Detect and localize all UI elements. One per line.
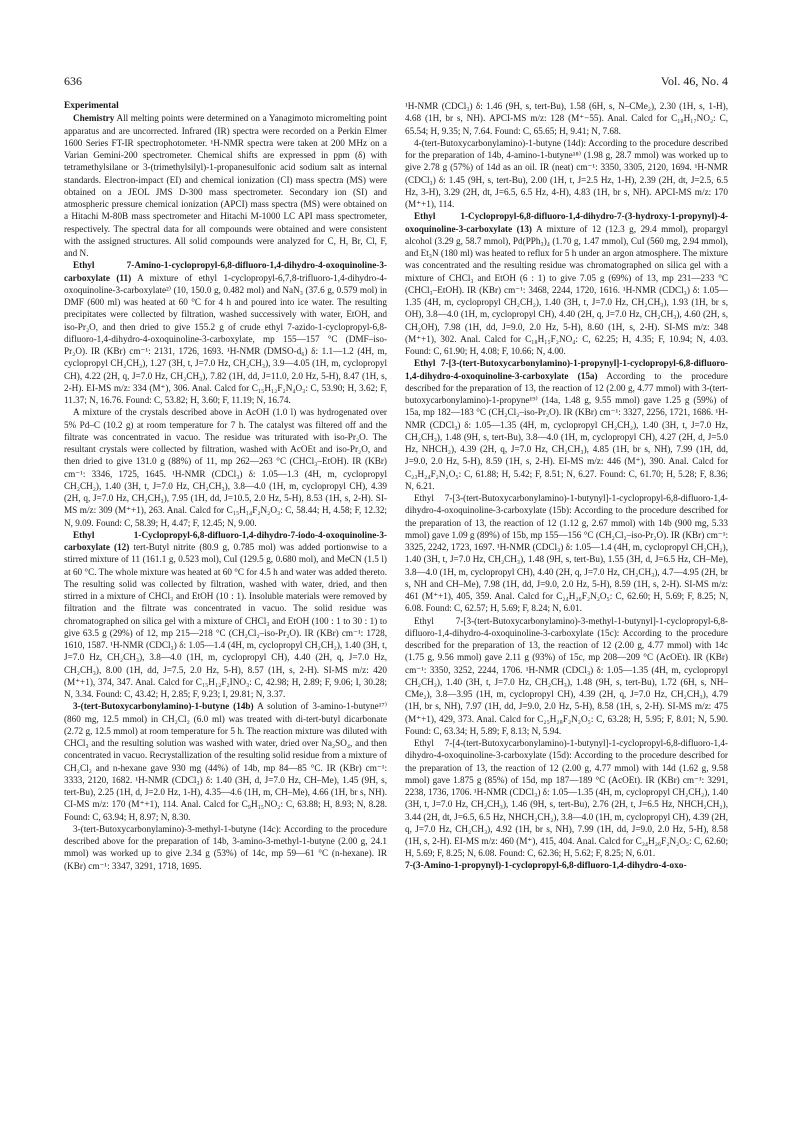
paragraph-text: ¹H-NMR (CDCl₃) δ: 1.46 (9H, s, tert-Bu), 1.58 (6H, s, N–CMe₂), 2.30 (1H, s, 1-H), 4.68 (1H, br s, NH). APCI-MS m/z: 128 (M⁺−55). Anal. Calcd for C₁₀H₁₇NO₂: C, 65.54; H, 9.35; N, 7.64. Found: C, 65.65; H, 9.41; N, 7.68. bbox=[405, 101, 728, 136]
paragraph-text: 3-(tert-Butoxycarbonylamino)-3-methyl-1-butyne (14c): According to the procedure described above for the preparation of 14b, 3-amino-3-methyl-1-butyne (2.00 g, 24.1 mmol) was worked up to give 2.34 g (53%) of 14c, mp 59—61 °C (n-hexane). IR (KBr) cm⁻¹: 3347, 3291, 1718, 1695. bbox=[64, 823, 387, 871]
paragraph-compound-15d bbox=[405, 737, 728, 860]
paragraph-compound-11 bbox=[64, 259, 387, 406]
paragraph-title: Ethyl 1-Cyclopropyl-6,8-difluoro-1,4-dihydro-7-(3-hydroxy-1-propynyl)-4-oxoquinoline-3-carboxylate (13) bbox=[405, 211, 728, 234]
paragraph-compound-14c-continued bbox=[405, 100, 728, 137]
paragraph-title: Chemistry bbox=[73, 113, 115, 124]
paragraph-compound-15c bbox=[405, 615, 728, 738]
trailing-heading: 7-(3-Amino-1-propynyl)-1-cyclopropyl-6,8-difluoro-1,4-dihydro-4-oxo- bbox=[405, 860, 687, 871]
paragraph-title: Ethyl 7-[3-(tert-Butoxycarbonylamino)-1-propynyl]-1-cyclopropyl-6,8-difluoro-1,4-dihydro-4-oxoquinoline-3-carboxylate (15a) bbox=[405, 358, 728, 381]
paragraph-text: tert-Butyl nitrite (80.9 g, 0.785 mol) was added portionwise to a stirred mixture of 11 (161.1 g, 0.523 mol), CuI (129.5 g, 0.680 mol), and MeCN (1.5 l) at 60 °C. The whole mixture was heated at 60 °C for 4.5 h and water was added thereto. The resulting solid was collected by filtration, washed with water, dried, and then stirred in a mixture of CHCl₃ and EtOH (10 : 1). Insoluble materials were removed by filtration and the filtrate was concentrated in vacuo. The solid residue was chromatographed on silica gel with a mixture of CHCl₃ and EtOH (100 : 1 to 30 : 1) to give 63.5 g (29%) of 12, mp 215—218 °C (CH₂Cl₂–iso-Pr₂O). IR (KBr) cm⁻¹: 1728, 1610, 1587. ¹H-NMR (CDCl₃) δ: 1.05—1.4 (4H, m, cyclopropyl CH₂CH₂), 1.40 (3H, t, J=7.0 Hz, CH₂CH₃), 3.8—4.0 (1H, m, cyclopropyl CH), 4.40 (2H, q, J=7.0 Hz, CH₂CH₃), 8.00 (1H, dd, J=7.5, 2.0 Hz, 5-H), 8.57 (1H, s, 2-H). SI-MS m/z: 420 (M⁺+1), 374, 347. Anal. Calcd for C₁₅H₁₂F₂INO₃: C, 42.98; H, 2.89; F, 9.06; I, 30.28; N, 3.34. Found: C, 43.42; H, 2.85; F, 9.23; I, 29.81; N, 3.37. bbox=[64, 542, 387, 699]
paragraph-text: Ethyl 7-[3-(tert-Butoxycarbonylamino)-1-butynyl]-1-cyclopropyl-6,8-difluoro-1,4-dihydro-4-oxoquinoline-3-carboxylate (15b): According to the procedure described for the preparation of 13, the reaction of 12 (1.12 g, 2.67 mmol) with 14b (900 mg, 5.33 mmol) gave 1.09 g (89%) of 15b, mp 155—156 °C (CH₂Cl₂–iso-Pr₂O). IR (KBr) cm⁻¹: 3325, 2242, 1723, 1697. ¹H-NMR (CDCl₃) δ: 1.05—1.4 (4H, m, cyclopropyl CH₂CH₂), 1.40 (3H, t, J=7.0 Hz, CH₂CH₃), 1.48 (9H, s, tert-Bu), 1.55 (3H, d, J=6.5 Hz, CH–Me), 3.8—4.0 (1H, m, cyclopropyl CH), 4.40 (2H, q, J=7.0 Hz, CH₂CH₃), 4.7—4.95 (2H, br s, NH and CH–Me), 7.98 (1H, dd, J=9.0, 2.0 Hz, 5-H), 8.59 (1H, s, 2-H). SI-MS m/z: 461 (M⁺+1), 405, 359. Anal. Calcd for C₂₄H₂₆F₂N₂O₅: C, 62.60; H, 5.69; F, 8.25; N, 6.08. Found: C, 62.57; H, 5.69; F, 8.24; N, 6.01. bbox=[405, 493, 728, 614]
paragraph-compound-15a bbox=[405, 357, 728, 492]
paragraph-text: All melting points were determined on a Yanagimoto micromelting point apparatus and are uncorrected. Infrared (IR) spectra were recorded on a Perkin Elmer 1600 Series FT-IR spectrophotometer. ¹H-NMR spectra were taken at 200 MHz on a Varian Gemini-200 spectrometer. Chemical shifts are expressed in ppm (δ) with tetramethylsilane or 3-(trimethylsilyl)-1-propanesulfonic acid sodium salt as internal standards. Electron-impact (EI) and chemical ionization (CI) mass spectra (MS) were obtained on a JEOL JMS D-300 mass spectrometer. Secondary ion (SI) and atmospheric pressure chemical ionization (APCI) mass spectra (MS) were obtained on a Hitachi M-80B mass spectrometer and Hitachi M-1000 LC API mass spectrometer, respectively. The spectral data for all compounds were obtained and were consistent with the assigned structures. All solid compounds were analyzed for C, H, Br, Cl, F, and N. bbox=[64, 113, 387, 258]
paragraph-compound-13 bbox=[405, 210, 728, 357]
paragraph-title: 3-(tert-Butoxycarbonylamino)-1-butyne (14b) bbox=[73, 701, 254, 712]
paragraph-text: A solution of 3-amino-1-butyne¹⁷⁾ (860 mg, 12.5 mmol) in CH₂Cl₂ (6.0 ml) was treated with di-tert-butyl dicarbonate (2.72 g, 12.5 mmol) at room temperature for 5 h. The reaction mixture was diluted with CHCl₃ and the resulting solution was washed with water, dried over Na₂SO₄, and then concentrated in vacuo. Recrystallization of the resulting solid residue from a mixture of CH₂Cl₂ and n-hexane gave 930 mg (44%) of 14b, mp 84—85 °C. IR (KBr) cm⁻¹: 3333, 2120, 1682. ¹H-NMR (CDCl₃) δ: 1.40 (3H, d, J=7.0 Hz, CH–Me), 1.45 (9H, s, tert-Bu), 2.25 (1H, d, J=2.0 Hz, 1-H), 4.35—4.6 (1H, m, CH–Me), 4.66 (1H, br s, NH). CI-MS m/z: 170 (M⁺+1), 114. Anal. Calcd for C₉H₁₅NO₂: C, 63.88; H, 8.93; N, 8.28. Found: C, 63.94; H, 8.97; N, 8.30. bbox=[64, 701, 387, 822]
page-number: 636 bbox=[64, 74, 82, 88]
paragraph-compound-14c bbox=[64, 823, 387, 872]
paragraph-text: Ethyl 7-[4-(tert-Butoxycarbonylamino)-1-butynyl]-1-cyclopropyl-6,8-difluoro-1,4-dihydro-4-oxoquinoline-3-carboxylate (15d): According to the procedure described for the preparation of 13, the reaction of 12 (2.00 g, 4.77 mmol) with 14d (1.62 g, 9.58 mmol) gave 1.875 g (85%) of 15d, mp 187—189 °C (AcOEt). IR (KBr) cm⁻¹: 3291, 2238, 1736, 1706. ¹H-NMR (CDCl₃) δ: 1.05—1.35 (4H, m, cyclopropyl CH₂CH₂), 1.40 (3H, t, J=7.0 Hz, CH₂CH₃), 1.46 (9H, s, tert-Bu), 2.76 (2H, t, J=6.5 Hz, NHCH₂CH₂), 3.44 (2H, dt, J=6.5, 6.5 Hz, NHCH₂CH₂), 3.8—4.0 (1H, m, cyclopropyl CH), 4.39 (2H, q, J=7.0 Hz, CH₂CH₃), 4.92 (1H, br s, NH), 7.99 (1H, dd, J=9.0, 2.0 Hz, 5-H), 8.58 (1H, s, 2-H). EI-MS m/z: 460 (M⁺), 415, 404. Anal. Calcd for C₂₄H₂₆F₂N₂O₅: C, 62.60; H, 5.69; F, 8.25; N, 6.08. Found: C, 62.36; H, 5.62; F, 8.25; N, 6.01. bbox=[405, 738, 728, 859]
left-column bbox=[64, 100, 387, 1100]
paragraph-compound-14b bbox=[64, 700, 387, 823]
paragraph-title: Ethyl 1-Cyclopropyl-6,8-difluoro-1,4-dihydro-7-iodo-4-oxoquinoline-3-carboxylate (12) bbox=[64, 529, 387, 552]
right-column bbox=[405, 100, 728, 1100]
paragraph-text: A mixture of ethyl 1-cyclopropyl-6,7,8-trifluoro-1,4-dihydro-4-oxoquinoline-3-carboxylate²⁾ (10, 150.0 g, 0.482 mol) and NaN₃ (37.6 g, 0.579 mol) in DMF (600 ml) was heated at 60 °C for 4 h and poured into ice water. The resulting precipitates were collected by filtration, washed successively with water, EtOH, and iso-Pr₂O, and then dried to give 155.2 g of crude ethyl 7-azido-1-cyclopropyl-6,8-difluoro-1,4-dihydro-4-oxoquinoline-3-carboxylate, mp 155—157 °C (DMF–iso-Pr₂O). IR (KBr) cm⁻¹: 2131, 1726, 1693. ¹H-NMR (DMSO-d₆) δ: 1.1—1.2 (4H, m, cyclopropyl CH₂CH₂), 1.27 (3H, t, J=7.0 Hz, CH₂CH₃), 3.9—4.05 (1H, m, cyclopropyl CH), 4.22 (2H, q, J=7.0 Hz, CH₂CH₃), 7.82 (1H, dd, J=11.0, 2.0 Hz, 5-H), 8.47 (1H, s, 2-H). EI-MS m/z: 334 (M⁺), 306. Anal. Calcd for C₁₅H₁₂F₂N₄O₃: C, 53.90; H, 3.62; F, 11.37; N, 16.76. Found: C, 53.82; H, 3.60; F, 11.19; N, 16.74. bbox=[64, 272, 387, 405]
volume-issue: Vol. 46, No. 4 bbox=[660, 74, 728, 88]
paragraph-text: A mixture of 12 (12.3 g, 29.4 mmol), propargyl alcohol (3.29 g, 58.7 mmol), Pd(PPh₃)₄ (1.70 g, 1.47 mmol), CuI (560 mg, 2.94 mmol), and Et₃N (180 ml) was heated to reflux for 5 h under an argon atmosphere. The mixture was concentrated and the resulting residue was chromatographed on silica gel with a mixture of CHCl₃ and EtOH (6 : 1) to give 7.05 g (69%) of 13, mp 231—233 °C (CHCl₃–EtOH). IR (KBr) cm⁻¹: 3468, 2244, 1720, 1616. ¹H-NMR (CDCl₃) δ: 1.05—1.35 (4H, m, cyclopropyl CH₂CH₂), 1.40 (3H, t, J=7.0 Hz, CH₂CH₃), 1.93 (1H, br s, OH), 3.8—4.0 (1H, m, cyclopropyl CH), 4.40 (2H, q, J=7.0 Hz, CH₂CH₃), 4.60 (2H, s, CH₂OH), 7.98 (1H, dd, J=9.0, 2.0 Hz, 5-H), 8.60 (1H, s, 2-H). SI-MS m/z: 348 (M⁺+1), 302. Anal. Calcd for C₁₈H₁₅F₂NO₄: C, 62.25; H, 4.35; F, 10.94; N, 4.03. Found: C, 61.90; H, 4.08; F, 10.66; N, 4.00. bbox=[405, 223, 728, 356]
paragraph-text: According to the procedure described for the preparation of 13, the reaction of 12 (2.00 g, 4.77 mmol) with 3-(tert-butoxycarbonylamino)-1-propyne¹⁹⁾ (14a, 1.48 g, 9.55 mmol) gave 1.25 g (59%) of 15a, mp 182—183 °C (CH₂Cl₂–iso-Pr₂O). IR (KBr) cm⁻¹: 3327, 2256, 1721, 1686. ¹H-NMR (CDCl₃) δ: 1.05—1.35 (4H, m, cyclopropyl CH₂CH₂), 1.40 (3H, t, J=7.0 Hz, CH₂CH₃), 1.48 (9H, s, tert-Bu), 3.8—4.0 (1H, m, cyclopropyl CH), 4.27 (2H, d, J=5.0 Hz, NHCH₂), 4.39 (2H, q, J=7.0 Hz, CH₂CH₃), 4.85 (1H, br s, NH), 7.99 (1H, dd, J=9.0, 2.0 Hz, 5-H), 8.59 (1H, s, 2-H). EI-MS m/z: 446 (M⁺), 390. Anal. Calcd for C₂₃H₂₄F₂N₂O₅: C, 61.88; H, 5.42; F, 8.51; N, 6.27. Found: C, 61.70; H, 5.28; F, 8.36; N, 6.21. bbox=[405, 370, 728, 491]
section-heading-experimental: Experimental bbox=[64, 101, 119, 111]
paragraph-title: Ethyl 7-Amino-1-cyclopropyl-6,8-difluoro-1,4-dihydro-4-oxoquinoline-3-carboxylate (11) bbox=[64, 260, 387, 283]
paragraph-compound-14d bbox=[405, 137, 728, 211]
paragraph-compound-11-hydrogenation bbox=[64, 406, 387, 529]
paragraph-text: 4-(tert-Butoxycarbonylamino)-1-butyne (14d): According to the procedure described for the preparation of 14b, 4-amino-1-butyne¹⁸⁾ (1.98 g, 28.7 mmol) was worked up to give 2.78 g (57%) of 14d as an oil. IR (neat) cm⁻¹: 3350, 3305, 2120, 1694. ¹H-NMR (CDCl₃) δ: 1.45 (9H, s, tert-Bu), 2.00 (1H, t, J=2.5 Hz, 1-H), 2.39 (2H, dt, J=2.5, 6.5 Hz, 3-H), 3.29 (2H, dt, J=6.5, 6.5 Hz, 4-H), 4.83 (1H, br s, NH). APCI-MS m/z: 170 (M⁺+1), 114. bbox=[405, 137, 728, 209]
paragraph-text: Ethyl 7-[3-(tert-Butoxycarbonylamino)-3-methyl-1-butynyl]-1-cyclopropyl-6,8-difluoro-1,4-dihydro-4-oxoquinoline-3-carboxylate (15c): According to the procedure described for the preparation of 13, the reaction of 12 (2.00 g, 4.77 mmol) with 14c (1.75 g, 9.56 mmol) gave 2.11 g (93%) of 15c, mp 208—209 °C (AcOEt). IR (KBr) cm⁻¹: 3350, 3252, 2244, 1706. ¹H-NMR (CDCl₃) δ: 1.05—1.35 (4H, m, cyclopropyl CH₂CH₂), 1.40 (3H, t, J=7.0 Hz, CH₂CH₃), 1.48 (9H, s, tert-Bu), 1.72 (6H, s, NH–CMe₂), 3.8—3.95 (1H, m, cyclopropyl CH), 4.39 (2H, q, J=7.0 Hz, CH₂CH₃), 4.79 (1H, br s, NH), 7.97 (1H, dd, J=9.0, 2.0 Hz, 5-H), 8.58 (1H, s, 2-H). SI-MS m/z: 475 (M⁺+1), 429, 373. Anal. Calcd for C₂₅H₂₈F₂N₂O₅: C, 63.28; H, 5.95; F, 8.01; N, 5.90. Found: C, 63.34; H, 5.89; F, 8.13; N, 5.94. bbox=[405, 615, 728, 736]
paragraph-chemistry bbox=[64, 112, 387, 259]
paragraph-compound-12 bbox=[64, 529, 387, 701]
paragraph-text: A mixture of the crystals described above in AcOH (1.0 l) was hydrogenated over 5% Pd–C (10.2 g) at room temperature for 7 h. The catalyst was filtered off and the filtrate was concentrated in vacuo. The residue was triturated with iso-Pr₂O. The resultant crystals were collected by filtration, washed with AcOEt and iso-Pr₂O, and then dried to give 131.0 g (88%) of 11, mp 262—263 °C (CHCl₃–EtOH). IR (KBr) cm⁻¹: 3346, 1725, 1645. ¹H-NMR (CDCl₃) δ: 1.05—1.3 (4H, m, cyclopropyl CH₂CH₂), 1.40 (3H, t, J=7.0 Hz, CH₂CH₃), 3.8—4.0 (1H, m, cyclopropyl CH), 4.39 (2H, q, J=7.0 Hz, CH₂CH₃), 7.95 (1H, dd, J=10.5, 2.0 Hz, 5-H), 8.53 (1H, s, 2-H). SI-MS m/z: 309 (M⁺+1), 263. Anal. Calcd for C₁₅H₁₄F₂N₂O₃: C, 58.44; H, 4.58; F, 12.32; N, 9.09. Found: C, 58.39; H, 4.47; F, 12.45; N, 9.00. bbox=[64, 407, 387, 528]
paragraph-compound-15b bbox=[405, 492, 728, 615]
